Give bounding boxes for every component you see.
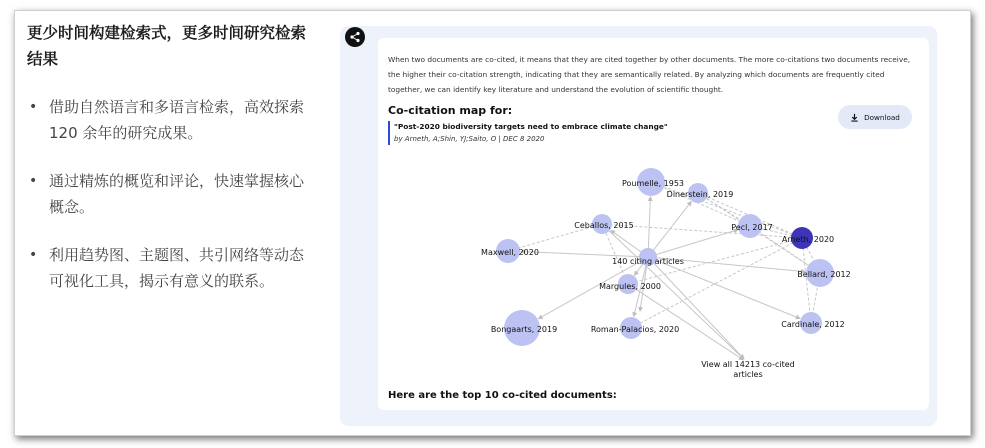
network-node-label: Cardinale, 2012 [781,320,845,329]
network-edge [648,257,800,318]
feature-headline: 更少时间构建检索式，更多时间研究检索结果 [27,24,307,68]
network-edge [648,257,744,359]
co-citation-card [378,38,929,410]
feature-item [27,94,307,146]
network-node-label: Pecl, 2017 [731,223,773,232]
bullet-dot: • [29,247,38,263]
feature-text: 利用趋势图、主题图、共引网络等动态可视化工具，揭示有意义的联系。 [49,246,305,290]
network-node-label: Roman-Palacios, 2020 [590,325,680,334]
share-icon [349,31,361,43]
cited-document-meta: by Arneth, A;Shin, YJ;Saito, O | DEC 8 2020 [394,135,545,143]
cited-document-title: "Post-2020 biodiversity targets need to embrace climate change" [394,122,668,131]
network-node-label: Ceballos, 2015 [574,221,634,230]
map-title: Co-citation map for: [388,104,513,117]
bullet-dot: • [29,99,38,115]
feature-text: 通过精炼的概览和评论，快速掌握核心概念。 [49,172,305,216]
feature-item [27,242,307,294]
network-node-label: Bongaarts, 2019 [490,325,558,334]
view-all-link-line2[interactable]: articles [733,370,763,379]
feature-list [27,94,307,294]
network-node-label: Bellard, 2012 [797,270,851,279]
share-button[interactable] [345,27,365,47]
co-citation-network [378,38,929,388]
feature-item [27,168,307,220]
network-edge [648,230,738,257]
feature-text: 借助自然语言和多语言检索，高效探索 120 余年的研究成果。 [49,98,305,142]
network-node-label: Margules, 2000 [599,282,661,291]
bullet-dot: • [29,173,38,189]
network-edge [628,284,743,360]
network-node-label: Dinerstein, 2019 [666,190,734,199]
network-node-label: Maxwell, 2020 [481,248,539,257]
top10-heading: Here are the top 10 co-cited documents: [388,390,617,401]
center-node-label: 140 citing articles [612,257,684,266]
network-node-label: Poumelle, 1953 [621,179,685,188]
feature-column [27,20,307,316]
download-label: Download [864,112,900,122]
network-node-label: Arneth, 2020 [781,235,835,244]
view-all-link-line1[interactable]: View all 14213 co-cited [701,360,795,369]
co-citation-description: When two documents are co-cited, it means that they are cited together by other documents. The more co-citations two documents receive, the higher their co-citation strength, indicating that they are semantically related. By analyzing which documents are frequently cited together, we can identify key literature and understand the evolution of scientific thought. [388,55,911,94]
